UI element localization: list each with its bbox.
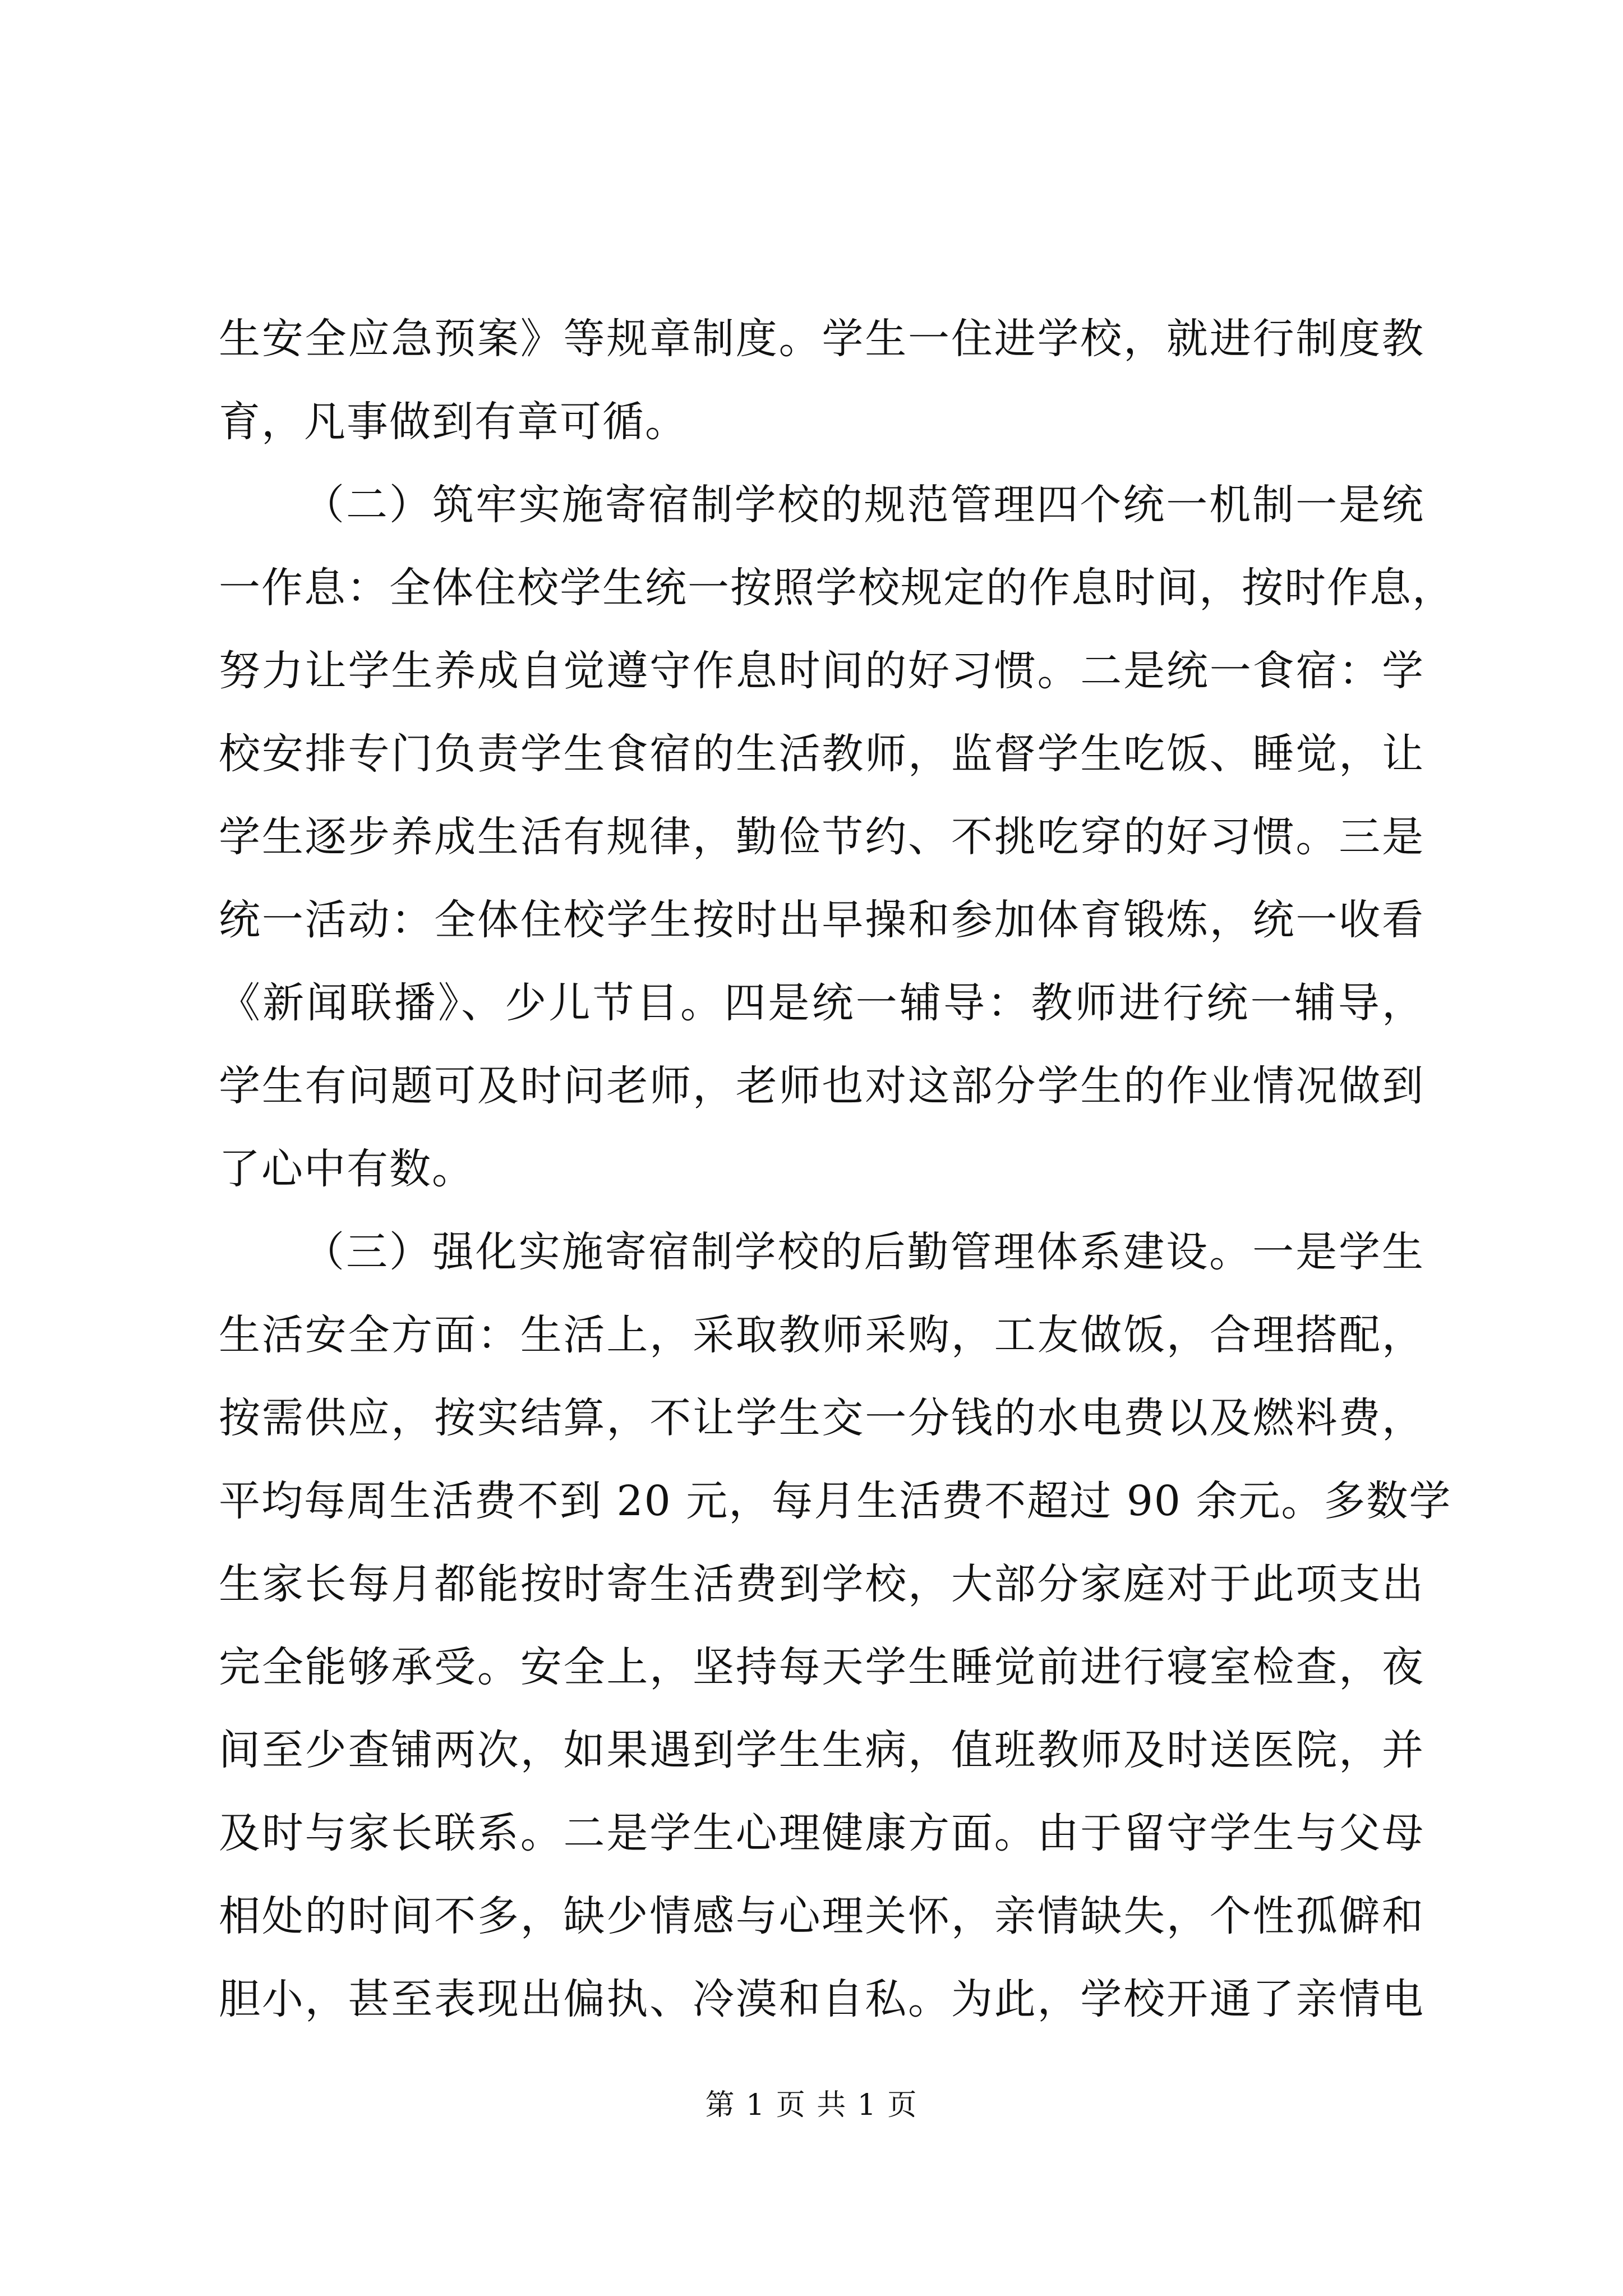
- text-line: 努力让学生养成自觉遵守作息时间的好习惯。二是统一食宿：学: [219, 647, 1424, 695]
- text-line: 生家长每月都能按时寄生活费到学校，大部分家庭对于此项支出: [219, 1560, 1424, 1608]
- page-number-footer: 第 1 页 共 1 页: [705, 2088, 918, 2122]
- text-line: 间至少查铺两次，如果遇到学生生病，值班教师及时送医院，并: [219, 1726, 1424, 1774]
- text-line: 一作息：全体住校学生统一按照学校规定的作息时间，按时作息，: [219, 564, 1455, 612]
- text-line: 按需供应，按实结算，不让学生交一分钱的水电费以及燃料费，: [219, 1394, 1424, 1442]
- text-line: 生活安全方面：生活上，采取教师采购，工友做饭，合理搭配，: [219, 1311, 1424, 1359]
- text-line: 学生有问题可及时问老师，老师也对这部分学生的作业情况做到: [219, 1062, 1424, 1110]
- text-line: 完全能够承受。安全上，坚持每天学生睡觉前进行寝室检查，夜: [219, 1643, 1424, 1691]
- text-line: 统一活动：全体住校学生按时出早操和参加体育锻炼，统一收看: [219, 896, 1424, 944]
- text-line: 及时与家长联系。二是学生心理健康方面。由于留守学生与父母: [219, 1809, 1424, 1857]
- text-line: 《新闻联播》、少儿节目。四是统一辅导：教师进行统一辅导，: [219, 979, 1424, 1027]
- text-line: 生安全应急预案》等规章制度。学生一住进学校，就进行制度教: [219, 315, 1424, 363]
- text-line: 相处的时间不多，缺少情感与心理关怀，亲情缺失，个性孤僻和: [219, 1892, 1424, 1940]
- text-line: 育，凡事做到有章可循。: [219, 398, 688, 446]
- text-line: 校安排专门负责学生食宿的生活教师，监督学生吃饭、睡觉，让: [219, 730, 1424, 778]
- body-text: [219, 297, 1455, 2041]
- text-line: 胆小，甚至表现出偏执、冷漠和自私。为此，学校开通了亲情电: [219, 1975, 1424, 2023]
- paragraph-start-line: （三）强化实施寄宿制学校的后勤管理体系建设。一是学生: [303, 1228, 1424, 1276]
- paragraph-start-line: （二）筑牢实施寄宿制学校的规范管理四个统一机制一是统: [303, 481, 1424, 529]
- text-line: 了心中有数。: [219, 1145, 474, 1193]
- text-line: 学生逐步养成生活有规律，勤俭节约、不挑吃穿的好习惯。三是: [219, 813, 1424, 861]
- text-line: 平均每周生活费不到 20 元，每月生活费不超过 90 余元。多数学: [219, 1477, 1452, 1525]
